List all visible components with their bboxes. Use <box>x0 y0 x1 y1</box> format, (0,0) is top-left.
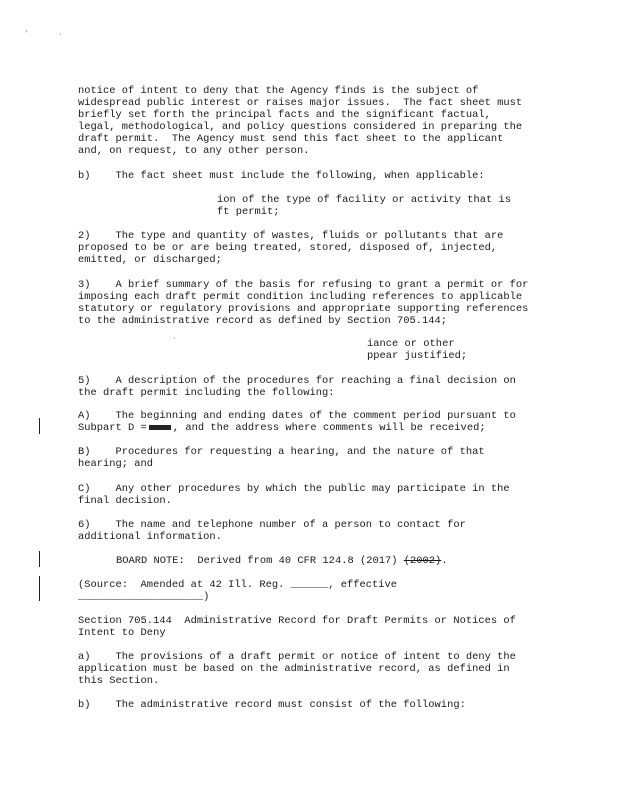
item-2-line: emitted, or discharged; <box>78 254 222 266</box>
section-a-line: this Section. <box>78 675 160 687</box>
scan-speck: ' <box>24 30 29 39</box>
board-note <box>116 555 448 567</box>
item-5-line: 5) A description of the procedures for reaching a final decision on <box>78 375 516 387</box>
section-a-line: application must be based on the administrative record, as defined in <box>78 663 510 675</box>
scan-speck: · <box>58 30 63 39</box>
revision-bar <box>39 576 40 601</box>
scan-speck: · <box>172 334 177 343</box>
source-blank-line: ____________________) <box>78 591 210 603</box>
revision-bar <box>39 551 40 567</box>
board-note-end: . <box>441 555 448 567</box>
item-a-line: A) The beginning and ending dates of the comment period pursuant to <box>78 410 516 422</box>
section-heading: Section 705.144 Administrative Record for Draft Permits or Notices of <box>78 615 516 627</box>
item-5-line: the draft permit including the following: <box>78 387 335 399</box>
item-b-line: B) Procedures for requesting a hearing, and the nature of that <box>78 446 485 458</box>
source-text: , effective <box>328 579 398 591</box>
item-3-line: statutory or regulatory provisions and appropriate supporting references <box>78 303 529 315</box>
board-note-struck: (2002) <box>403 555 442 567</box>
board-note-text: BOARD NOTE: Derived from 40 CFR 124.8 (2017) <box>116 555 398 567</box>
section-a-line: a) The provisions of a draft permit or notice of intent to deny the <box>78 651 516 663</box>
item-3-line: imposing each draft permit condition including references to applicable <box>78 291 523 303</box>
revision-bar <box>39 418 40 434</box>
item-3-line: 3) A brief summary of the basis for refusing to grant a permit or for <box>78 279 529 291</box>
item-6-line: 6) The name and telephone number of a person to contact for <box>78 519 466 531</box>
item-3-line: to the administrative record as defined by Section 705.144; <box>78 315 448 327</box>
redaction-mark <box>149 425 171 430</box>
intro-line: and, on request, to any other person. <box>78 145 310 157</box>
intro-line: briefly set forth the principal facts and the significant factual, <box>78 109 491 121</box>
item-1-line: ion of the type of facility or activity that is <box>217 194 512 206</box>
item-6-line: additional information. <box>78 531 222 543</box>
subsection-b-heading: b) The fact sheet must include the following, when applicable: <box>78 170 485 182</box>
item-4-line: iance or other <box>367 338 455 350</box>
intro-line: widespread public interest or raises major issues. The fact sheet must <box>78 97 523 109</box>
item-2-line: 2) The type and quantity of wastes, fluids or pollutants that are <box>78 230 504 242</box>
item-b-line: hearing; and <box>78 458 154 470</box>
section-heading: Intent to Deny <box>78 627 166 639</box>
intro-line: legal, methodological, and policy questions considered in preparing the <box>78 121 523 133</box>
intro-line: draft permit. The Agency must send this fact sheet to the applicant <box>78 133 504 145</box>
item-a-text: Subpart D = <box>78 422 147 434</box>
intro-line: notice of intent to deny that the Agency finds is the subject of <box>78 85 479 97</box>
item-c-line: final decision. <box>78 495 172 507</box>
source-note <box>78 579 397 591</box>
item-c-line: C) Any other procedures by which the public may participate in the <box>78 483 510 495</box>
source-text: (Source: Amended at 42 Ill. Reg. <box>78 579 291 591</box>
item-1-line: ft permit; <box>217 206 280 218</box>
item-4-line: ppear justified; <box>367 350 468 362</box>
section-b-line: b) The administrative record must consist of the following: <box>78 699 466 711</box>
item-2-line: proposed to be or are being treated, stored, disposed of, injected, <box>78 242 498 254</box>
item-a-line <box>78 422 486 434</box>
source-blank: ______ <box>290 579 329 591</box>
item-a-text: , and the address where comments will be received; <box>172 422 486 434</box>
